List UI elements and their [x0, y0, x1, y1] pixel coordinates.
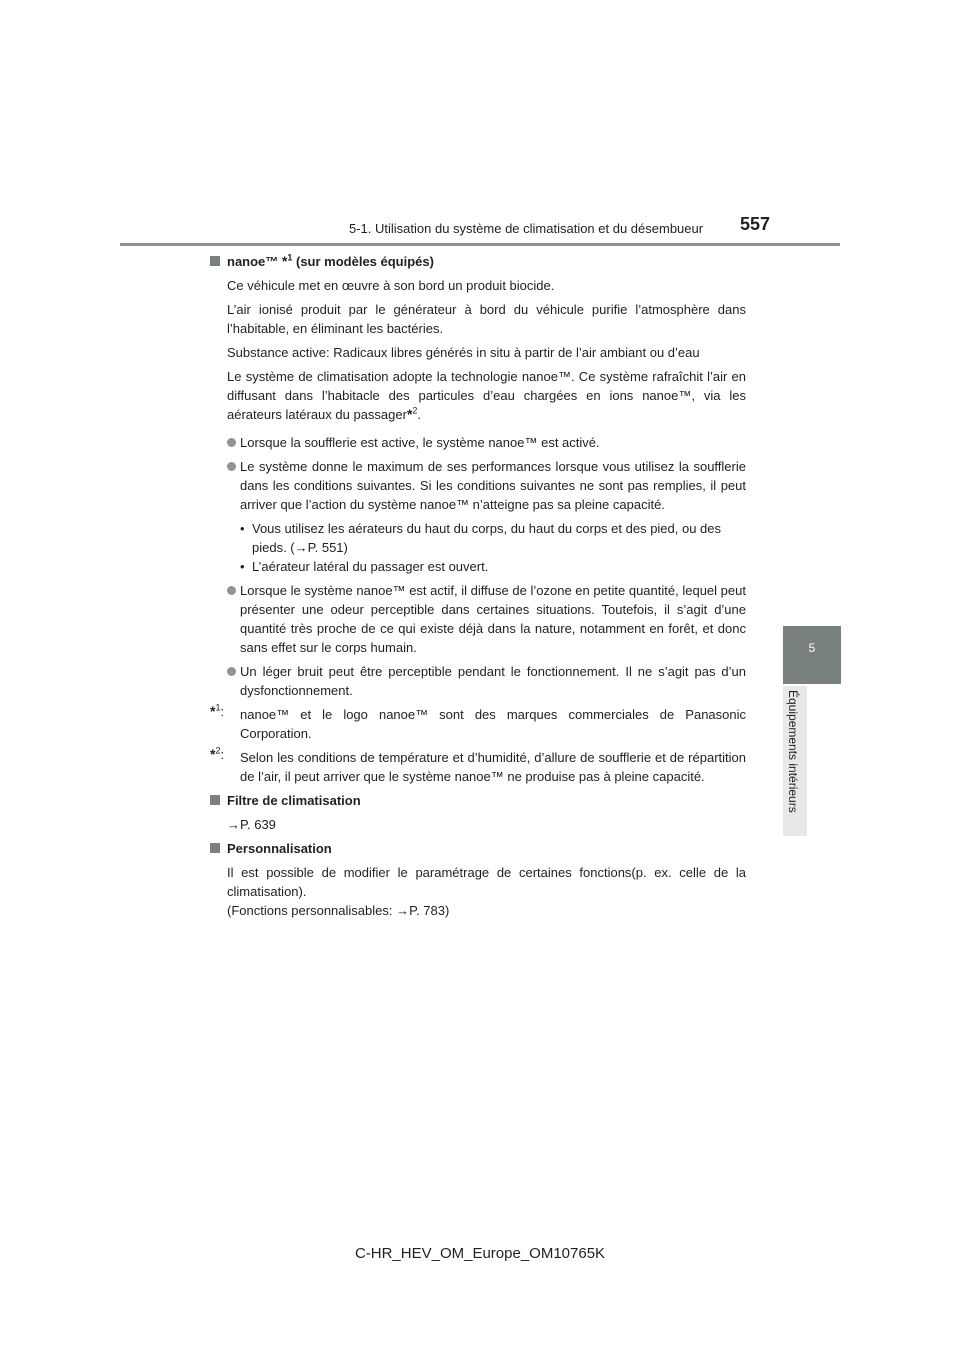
list-item-text: Le système donne le maximum de ses performances lorsque vous utilisez la soufflerie dans les conditions suivantes. Si les conditions suivantes ne sont pas remplies, il peut arriver que l’action du système nanoe™ n’atteigne pas sa pleine capacité.	[240, 459, 746, 512]
footnote-ref: 1	[287, 252, 293, 263]
heading-text: Filtre de climatisation	[227, 793, 361, 808]
sub-bullet-marker: •	[240, 559, 245, 574]
round-bullet-icon	[227, 462, 236, 471]
footnote-ref: 2	[412, 405, 418, 416]
list-item-text: Lorsque la soufflerie est active, le système nanoe™ est activé.	[240, 435, 600, 450]
paragraph-end: .	[417, 407, 422, 422]
heading-text: nanoe™	[227, 254, 282, 269]
sub-list-item	[240, 519, 746, 557]
footnote-marker: *$^2$:	[210, 745, 225, 762]
footnote-1	[210, 702, 746, 743]
round-bullet-icon	[227, 667, 236, 676]
sub-list-item-text: L’aérateur latéral du passager est ouvert.	[252, 559, 489, 574]
paragraph: L’air ionisé produit par le générateur à bord du véhicule purifie l’atmosphère dans l’habitable, en éliminant les bactéries.	[227, 302, 746, 336]
footer-doc-id: C-HR_HEV_OM_Europe_OM10765K	[354, 1245, 606, 1262]
section-heading-nanoe	[210, 252, 746, 271]
square-bullet-icon	[210, 843, 220, 853]
footnote-2	[210, 745, 746, 786]
square-bullet-icon	[210, 795, 220, 805]
paragraph	[227, 367, 746, 424]
header-divider	[120, 243, 840, 246]
paragraph-text: Le système de climatisation adopte la technologie nanoe™. Ce système rafraîchit l’air en diffusant dans l’habitacle des particules d’eau chargées en ions nanoe™, via les aérateurs latéraux du passager	[227, 369, 746, 422]
sub-bullet-marker: •	[240, 521, 245, 536]
paragraph: (Fonctions personnalisables: →P. 783)	[227, 903, 450, 918]
footnote-text: nanoe™ et le logo nanoe™ sont des marques commerciales de Panasonic Corporation.	[240, 707, 746, 741]
heading-text: Personnalisation	[227, 841, 332, 856]
page-reference: →P. 639	[227, 817, 276, 832]
square-bullet-icon	[210, 256, 220, 266]
list-item-text: Un léger bruit peut être perceptible pendant le fonctionnement. Il ne s’agit pas d’un dysfonctionnement.	[240, 664, 746, 698]
list-item	[227, 662, 746, 700]
list-item-text: Lorsque le système nanoe™ est actif, il diffuse de l’ozone en petite quantité, lequel peut présenter une odeur perceptible dans certaines situations. Toutefois, il s’agit d’une quantité très proche de ce qui existe déjà dans la nature, notamment en forêt, et donc sans effet sur le corps humain.	[240, 583, 746, 655]
header-section-title: 5-1. Utilisation du système de climatisation et du désembueur	[349, 221, 704, 236]
footnote-star: *	[281, 253, 288, 269]
list-item	[227, 457, 746, 514]
chapter-tab	[783, 626, 841, 684]
heading-text-suffix: (sur modèles équipés)	[292, 254, 434, 269]
sub-list-item-text: Vous utilisez les aérateurs du haut du corps, du haut du corps et des pied, ou des pieds. (→P. 551)	[252, 521, 722, 555]
section-heading-filter	[210, 791, 746, 810]
paragraph: Ce véhicule met en œuvre à son bord un produit biocide.	[227, 278, 555, 293]
footnote-marker: *$^1$:	[210, 702, 225, 719]
round-bullet-icon	[227, 438, 236, 447]
paragraph: Il est possible de modifier le paramétrage de certaines fonctions(p. ex. celle de la climatisation).	[227, 865, 746, 899]
list-item	[227, 433, 746, 452]
footnote-star: *	[406, 406, 413, 422]
footnote-text: Selon les conditions de température et d’humidité, d’allure de soufflerie et de répartition de l’air, il peut arriver que le système nanoe™ ne produise pas à pleine capacité.	[240, 750, 746, 784]
section-heading-custom	[210, 839, 746, 858]
chapter-number: 5	[808, 641, 816, 655]
main-content	[210, 252, 746, 925]
list-item	[227, 581, 746, 657]
paragraph: Substance active: Radicaux libres générés in situ à partir de l’air ambiant ou d’eau	[227, 345, 700, 360]
chapter-title: Équipements intérieurs	[786, 690, 800, 813]
round-bullet-icon	[227, 586, 236, 595]
page-number: 557	[740, 214, 771, 234]
sub-list-item	[240, 557, 746, 576]
